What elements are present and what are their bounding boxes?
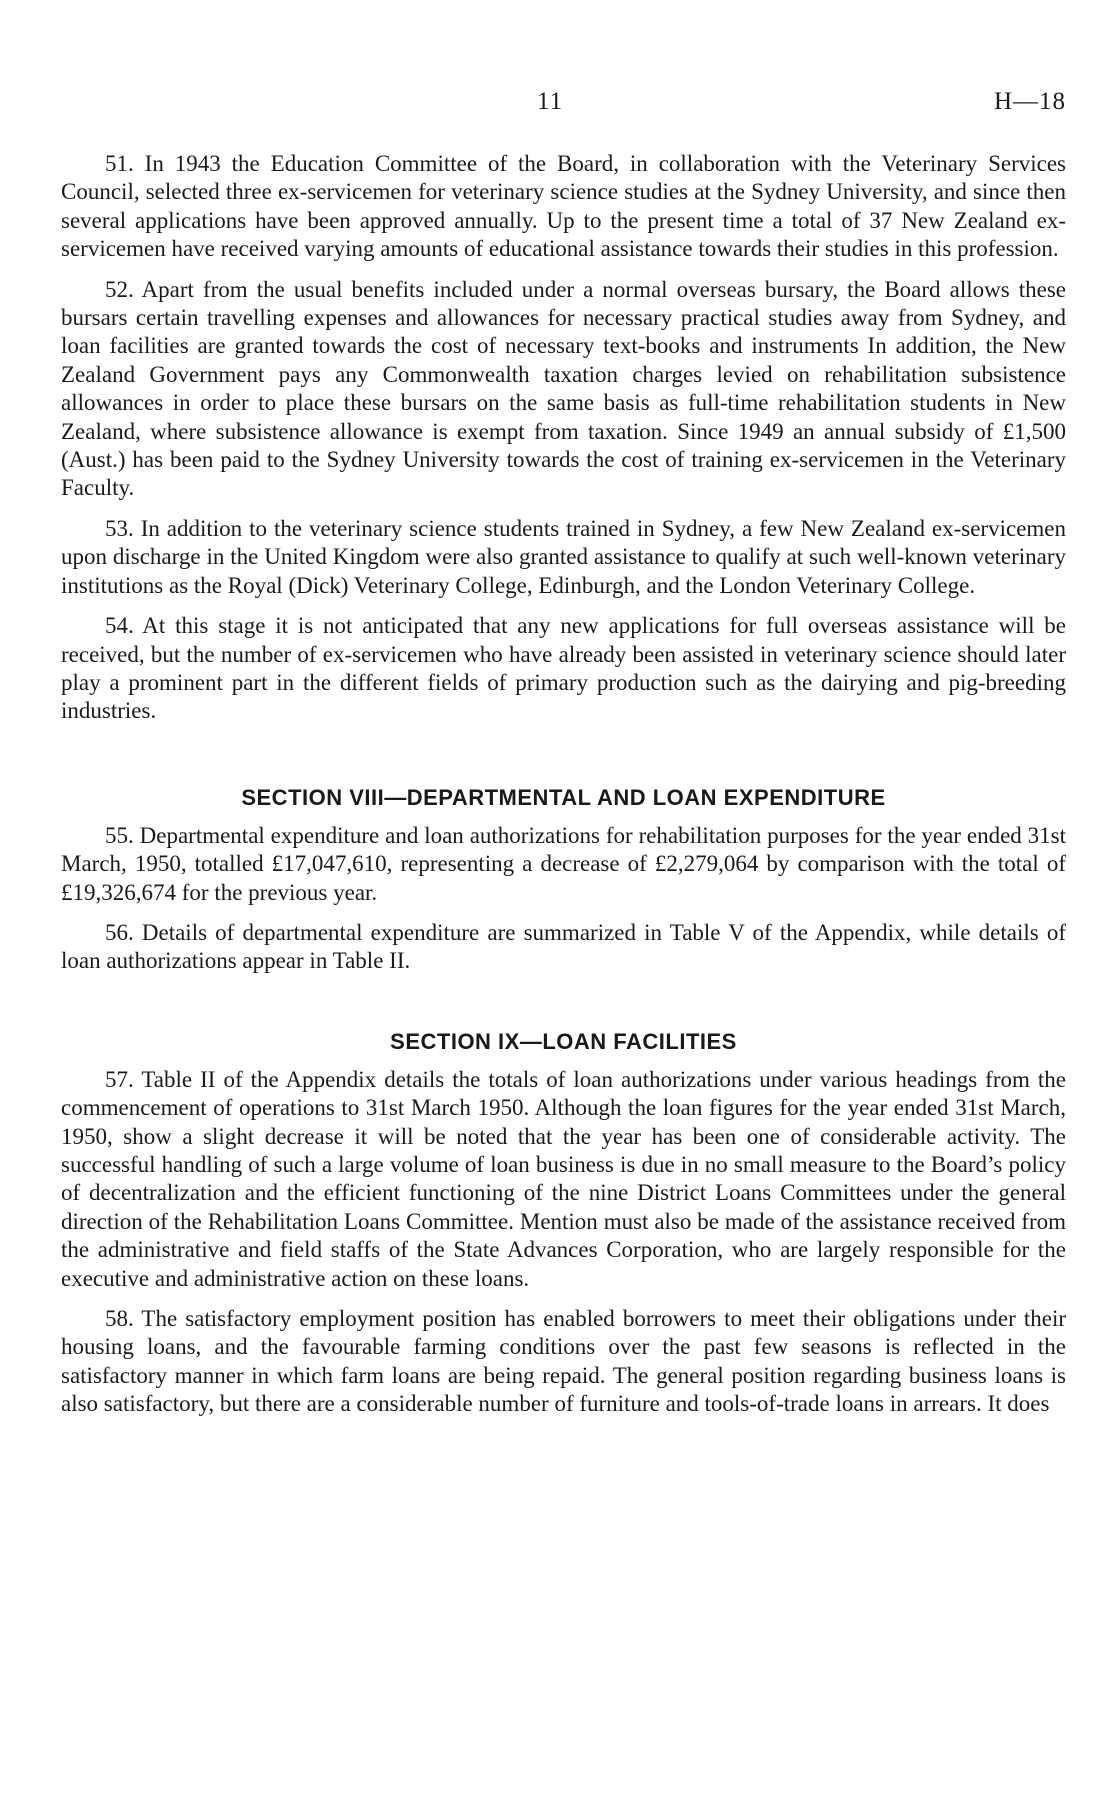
page-number: 11 — [537, 88, 564, 115]
paragraph-52: 52. Apart from the usual benefits included under a normal overseas bursary, the Board allows these bursars certain travelling expenses and allowances for necessary practical studies away from Sydney, and loan facilities are granted towards the cost of necessary text-books and instruments In addition, the New Zealand Government pays any Commonwealth taxation charges levied on rehabilitation subsistence allowances in order to place these bursars on the same basis as full-time rehabilitation students in New Zealand, where subsistence allowance is exempt from taxation. Since 1949 an annual subsidy of £1,500 (Aust.) has been paid to the Sydney University towards the cost of training ex-servicemen in the Veterinary Faculty. — [61, 276, 1066, 501]
paragraph-55: 55. Departmental expenditure and loan authorizations for rehabilitation purposes for the year ended 31st March, 1950, totalled £17,047,610, representing a decrease of £2,279,064 by comparison with the total of £19,326,674 for the previous year. — [61, 822, 1066, 905]
document-code: H—18 — [993, 88, 1066, 115]
document-body — [61, 150, 1066, 1431]
paragraph-56: 56. Details of departmental expenditure are summarized in Table V of the Appendix, while details of loan authorizations appear in Table II. — [61, 919, 1066, 974]
paragraph-57: 57. Table II of the Appendix details the totals of loan authorizations under various headings from the commencement of operations to 31st March 1950. Although the loan figures for the year ended 31st March, 1950, show a slight decrease it will be noted that the year has been one of considerable activity. The successful handling of such a large volume of loan business is due in no small measure to the Board’s policy of decentralization and the efficient functioning of the nine District Loans Committees under the general direction of the Rehabilitation Loans Committee. Mention must also be made of the assistance received from the administrative and field staffs of the State Advances Corporation, who are largely responsible for the executive and administrative action on these loans. — [61, 1066, 1066, 1291]
paragraph-51: 51. In 1943 the Education Committee of the Board, in collaboration with the Veterinary Services Council, selected three ex-servicemen for veterinary science studies at the Sydney University, and since then several applications have been approved annually. Up to the present time a total of 37 New Zealand ex-servicemen have received varying amounts of educational assistance towards their studies in this profession. — [61, 151, 1066, 262]
paragraph-54: 54. At this stage it is not anticipated that any new applications for full overseas assistance will be received, but the number of ex-servicemen who have already been assisted in veterinary science should later play a prominent part in the different fields of primary production such as the dairying and pig-breeding industries. — [61, 613, 1066, 724]
paragraph-53: 53. In addition to the veterinary science students trained in Sydney, a few New Zealand ex-servicemen upon discharge in the United Kingdom were also granted assistance to qualify at such well-known veterinary institutions as the Royal (Dick) Veterinary College, Edinburgh, and the London Veterinary College. — [61, 515, 1066, 598]
section-viii-heading: SECTION VIII—DEPARTMENTAL AND LOAN EXPENDITURE — [241, 784, 886, 810]
section-ix-heading: SECTION IX—LOAN FACILITIES — [390, 1028, 737, 1054]
page-header — [0, 88, 1114, 122]
paragraph-58: 58. The satisfactory employment position has enabled borrowers to meet their obligations under their housing loans, and the favourable farming conditions over the past few seasons is reflected in the satisfactory manner in which farm loans are being repaid. The general position regarding business loans is also satisfactory, but there are a considerable number of furniture and tools-of-trade loans in arrears. It does — [61, 1306, 1066, 1417]
